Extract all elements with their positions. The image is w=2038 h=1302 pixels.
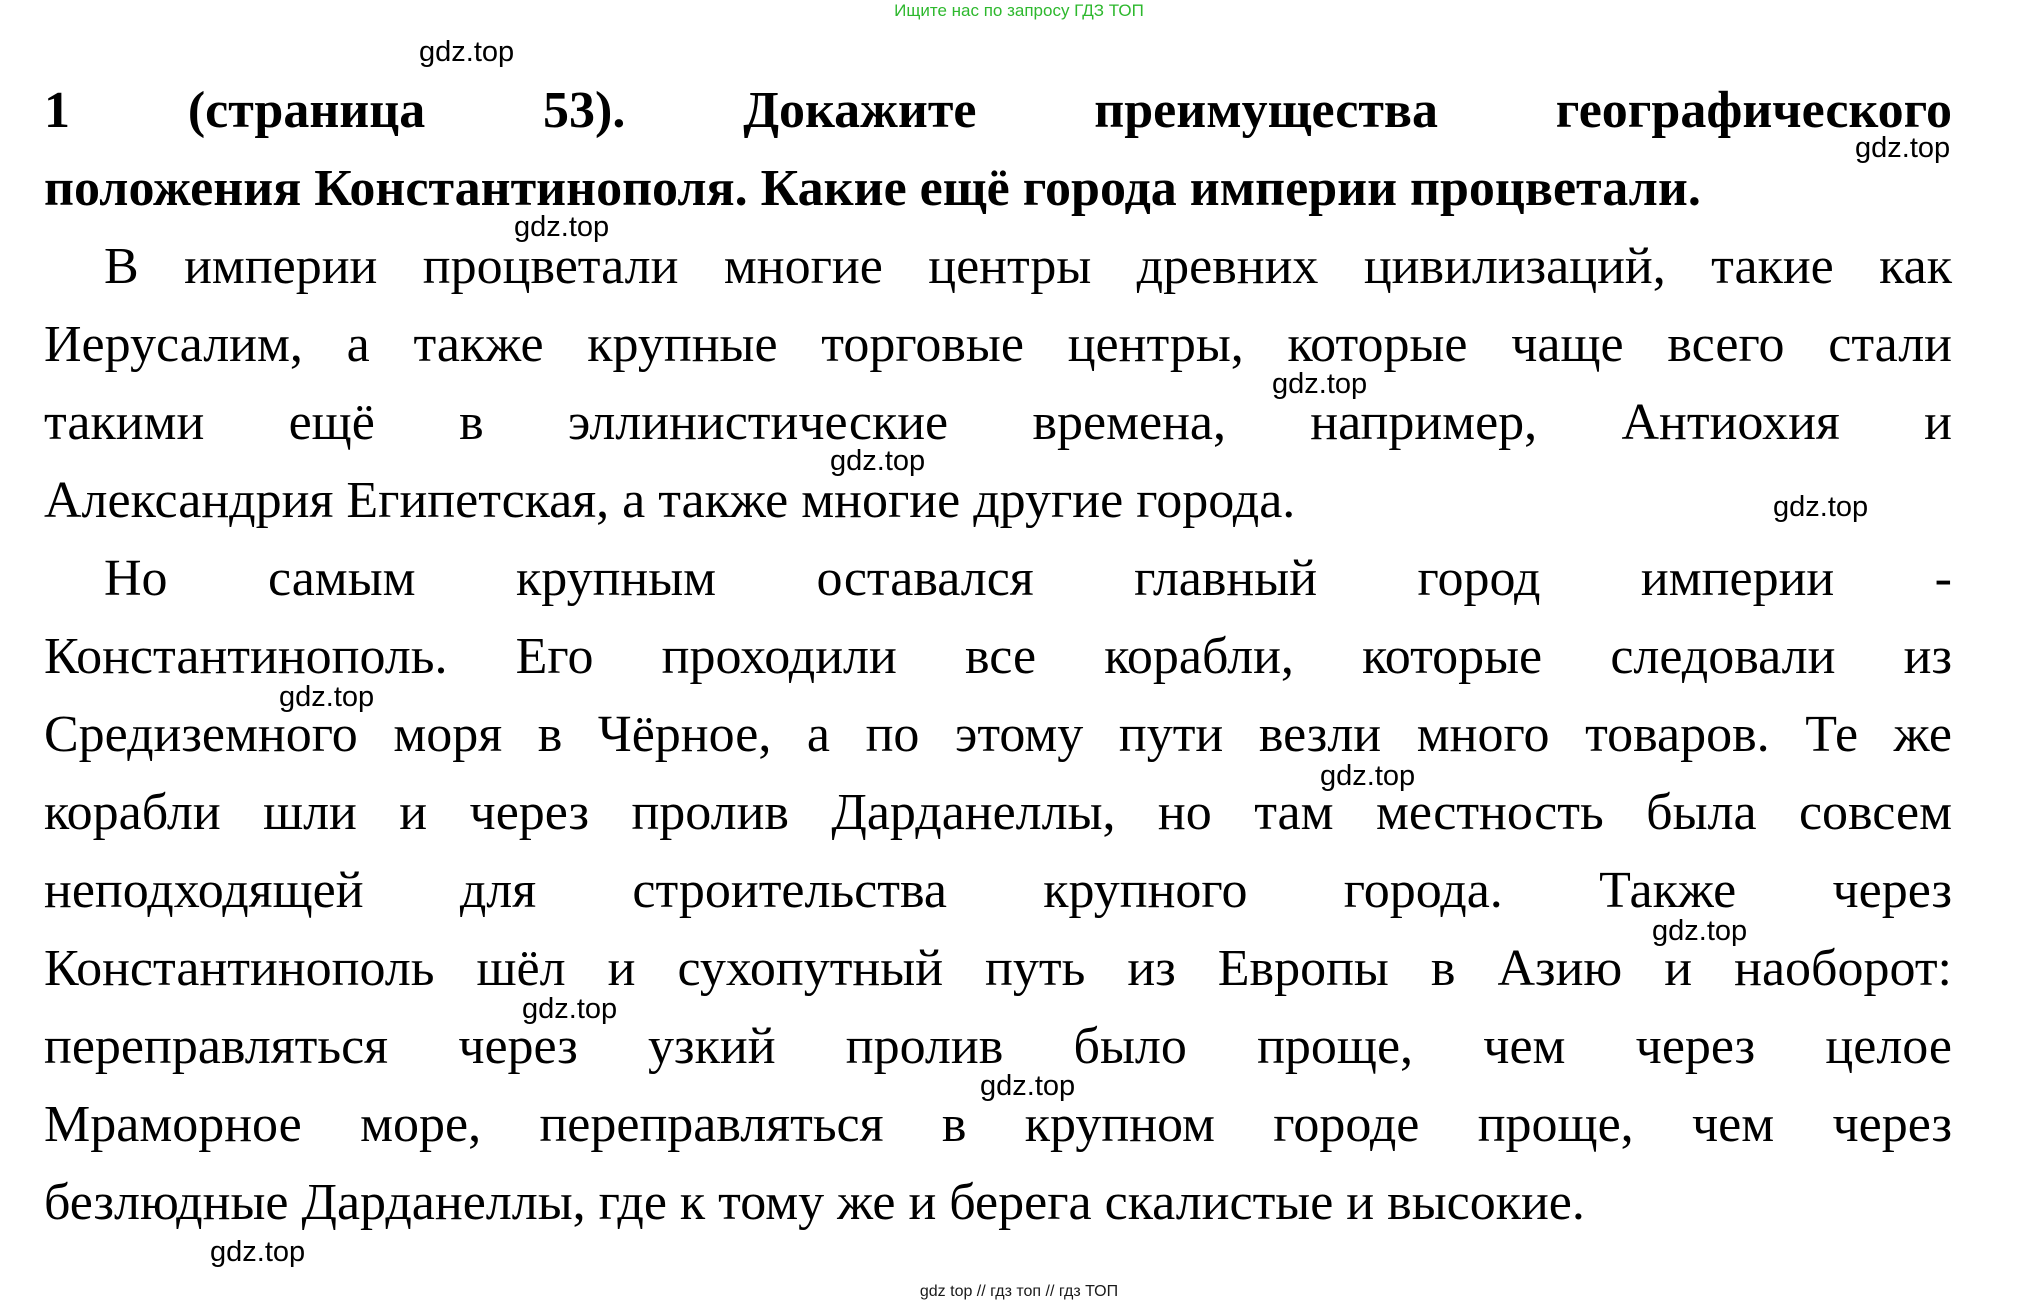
text-line: Мраморное море, переправляться в крупном городе проще, чем через (44, 1096, 1952, 1153)
footer-watermark: gdz top // гдз топ // гдз ТОП (919, 1283, 1119, 1300)
watermark: gdz.top (1855, 132, 1951, 164)
text-line: безлюдные Дарданеллы, где к тому же и берега скалистые и высокие. (44, 1174, 1585, 1231)
text-line: Константинополь шёл и сухопутный путь из Европы в Азию и наоборот: (44, 940, 1952, 997)
watermark: gdz.top (514, 211, 610, 243)
text-line: Иерусалим, а также крупные торговые центры, которые чаще всего стали (44, 316, 1952, 373)
question-line: положения Константинополя. Какие ещё города империи процветали. (44, 160, 1701, 217)
text-line: Константинополь. Его проходили все корабли, которые следовали из (44, 628, 1952, 685)
watermark: gdz.top (1652, 915, 1748, 947)
watermark: gdz.top (980, 1070, 1076, 1102)
watermark: gdz.top (279, 681, 375, 713)
watermark: gdz.top (1320, 760, 1416, 792)
text-line: В империи процветали многие центры древних цивилизаций, такие как (104, 238, 1952, 295)
answer-paragraph-1 (44, 228, 1952, 540)
answer-paragraph-2 (44, 540, 1952, 1242)
text-line: такими ещё в эллинистические времена, например, Антиохия и (44, 394, 1952, 451)
watermark: gdz.top (522, 993, 618, 1025)
text-line: Средиземного моря в Чёрное, а по этому пути везли много товаров. Те же (44, 706, 1952, 763)
document-body (44, 72, 1952, 1242)
watermark: gdz.top (1773, 491, 1869, 523)
top-banner: Ищите нас по запросу ГДЗ ТОП (894, 1, 1144, 20)
text-line: корабли шли и через пролив Дарданеллы, но там местность была совсем (44, 784, 1952, 841)
watermark: gdz.top (830, 445, 926, 477)
text-line: неподходящей для строительства крупного города. Также через (44, 862, 1952, 919)
text-line: Александрия Египетская, а также многие другие города. (44, 472, 1296, 529)
text-line: переправляться через узкий пролив было проще, чем через целое (44, 1018, 1952, 1075)
watermark: gdz.top (419, 36, 515, 68)
question-heading (44, 72, 1952, 228)
watermark: gdz.top (210, 1236, 306, 1268)
question-line: 1 (страница 53). Докажите преимущества географического (44, 82, 1952, 139)
text-line: Но самым крупным оставался главный город империи - (104, 550, 1952, 607)
watermark: gdz.top (1272, 368, 1368, 400)
